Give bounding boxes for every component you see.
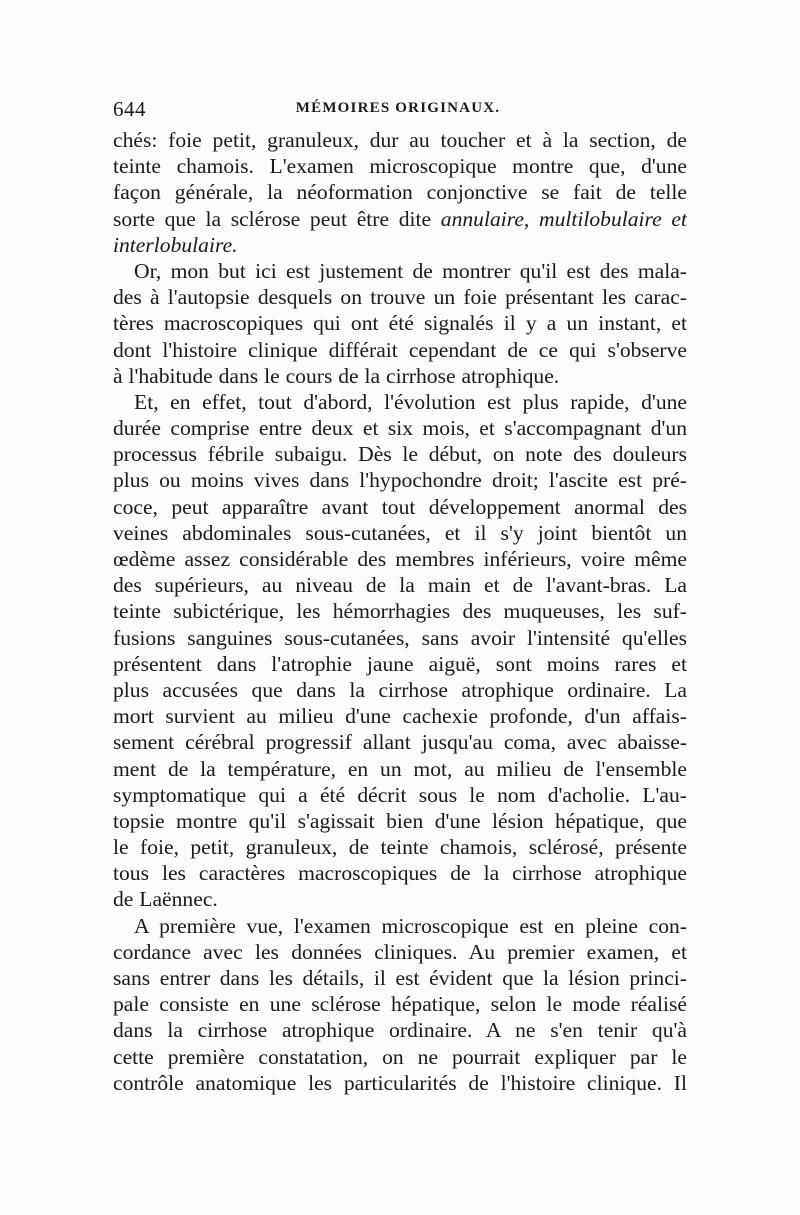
line-text: sorte que la sclérose peut être dite <box>113 206 441 231</box>
text-line <box>113 206 687 232</box>
text-line: Or, mon but ici est justement de montrer qu'il est des mala- <box>134 258 687 283</box>
text-line: teinte subictérique, les hémorrhagies des muqueuses, les suf- <box>113 599 687 624</box>
text-line: symptomatique qui a été décrit sous le nom d'acholie. L'au- <box>113 782 687 807</box>
text-line: pale consiste en une sclérose hépatique, selon le mode réalisé <box>113 992 687 1017</box>
text-line: plus ou moins vives dans l'hypochondre droit; l'ascite est pré- <box>113 468 687 493</box>
text-line: durée comprise entre deux et six mois, et s'accompagnant d'un <box>113 416 687 441</box>
text-line: veines abdominales sous-cutanées, et il s'y joint bientôt un <box>113 520 687 545</box>
text-line: cette première constatation, on ne pourrait expliquer par le <box>113 1044 687 1069</box>
journal-title: MÉMOIRES ORIGINAUX. <box>295 100 501 116</box>
text-line: dont l'histoire clinique différait cependant de ce qui s'observe <box>113 337 687 362</box>
text-line: processus fébrile subaigu. Dès le début, on note des douleurs <box>113 442 687 467</box>
text-line: mort survient au milieu d'une cachexie profonde, d'un affais- <box>113 704 687 729</box>
text-line: des à l'autopsie desquels on trouve un foie présentant les carac- <box>113 285 687 310</box>
text-line: œdème assez considérable des membres inférieurs, voire même <box>113 547 687 571</box>
text-line: contrôle anatomique les particularités de l'histoire clinique. Il <box>113 1070 687 1095</box>
italic-text: interlobulaire. <box>113 232 238 257</box>
text-line: fusions sanguines sous-cutanées, sans avoir l'intensité qu'elles <box>113 625 687 650</box>
text-line: des supérieurs, au niveau de la main et de l'avant-bras. La <box>113 573 687 598</box>
text-line: dans la cirrhose atrophique ordinaire. A ne s'en tenir qu'à <box>113 1018 687 1043</box>
text-line: façon générale, la néoformation conjonctive se fait de telle <box>113 180 687 205</box>
text-line: sans entrer dans les détails, il est évident que la lésion princi- <box>113 966 687 990</box>
text-line: cordance avec les données cliniques. Au premier examen, et <box>113 939 687 964</box>
text-line: tères macroscopiques qui ont été signalés il y a un instant, et <box>113 311 687 336</box>
text-line: A première vue, l'examen microscopique est en pleine con- <box>134 913 687 938</box>
text-line: le foie, petit, granuleux, de teinte chamois, sclérosé, présente <box>113 835 687 860</box>
text-line: à l'habitude dans le cours de la cirrhose atrophique. <box>113 363 560 388</box>
page-number: 644 <box>113 97 146 121</box>
text-line: sement cérébral progressif allant jusqu'au coma, avec abaisse- <box>113 730 687 755</box>
italic-text: annulaire, multilobulaire et <box>440 206 687 231</box>
text-line: plus accusées que dans la cirrhose atrophique ordinaire. La <box>113 677 687 702</box>
text-line: teinte chamois. L'examen microscopique montre que, d'une <box>113 154 687 179</box>
text-line: Et, en effet, tout d'abord, l'évolution est plus rapide, d'une <box>134 389 687 414</box>
text-line: tous les caractères macroscopiques de la cirrhose atrophique <box>113 861 687 886</box>
text-line: présentent dans l'atrophie jaune aiguë, sont moins rares et <box>113 651 687 676</box>
running-head <box>113 97 683 123</box>
text-line: ment de la température, en un mot, au milieu de l'ensemble <box>113 756 687 781</box>
text-line: coce, peut apparaître avant tout développement anormal des <box>113 494 687 519</box>
text-line <box>113 232 687 258</box>
text-line: topsie montre qu'il s'agissait bien d'une lésion hépatique, que <box>113 808 687 833</box>
text-line: chés: foie petit, granuleux, dur au toucher et à la section, de <box>113 128 687 152</box>
text-line: de Laënnec. <box>113 887 218 912</box>
body-text <box>113 127 687 1096</box>
